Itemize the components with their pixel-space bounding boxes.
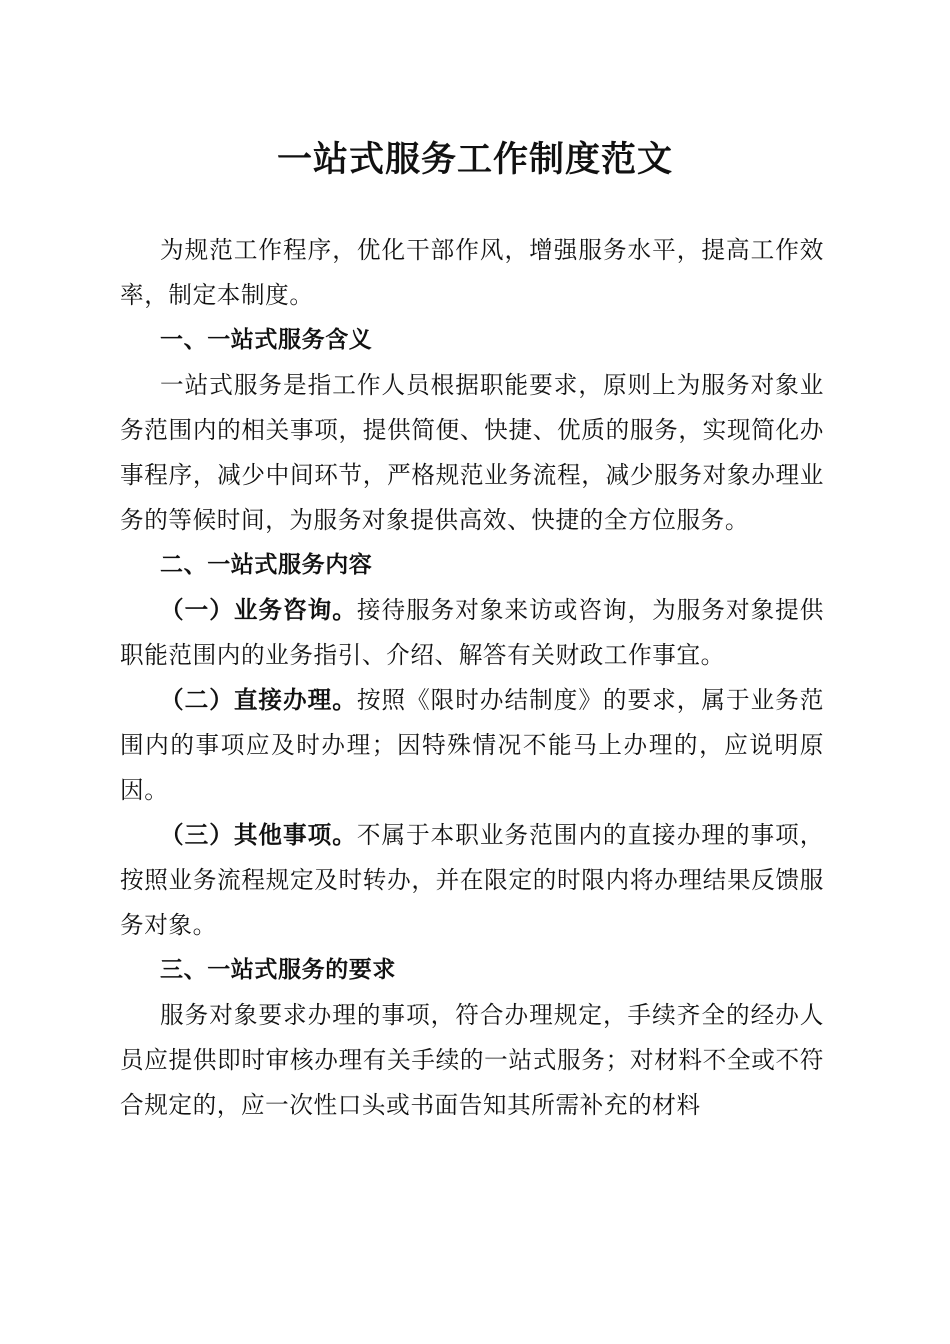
content-item-direct <box>120 678 824 813</box>
content-item-other <box>120 813 824 948</box>
content-item-other-title: （三）其他事项。 <box>160 821 357 849</box>
meaning-paragraph: 一站式服务是指工作人员根据职能要求，原则上为服务对象业务范围内的相关事项，提供简便、快捷、优质的服务，实现简化办事程序，减少中间环节，严格规范业务流程，减少服务对象办理业务的等候时间，为服务对象提供高效、快捷的全方位服务。 <box>120 371 824 534</box>
document-title: 一站式服务工作制度范文 <box>276 139 673 180</box>
section-heading-meaning: 一、一站式服务含义 <box>160 327 373 353</box>
content-item-consulting-title: （一）业务咨询。 <box>160 596 357 624</box>
document-body <box>120 228 824 1128</box>
content-item-consulting <box>120 588 824 678</box>
content-item-direct-text: 按照《限时办结制度》的要求，属于业务范围内的事项应及时办理；因特殊情况不能马上办理的，应说明原因。 <box>120 686 824 804</box>
section-heading-requirements: 三、一站式服务的要求 <box>160 957 396 983</box>
content-item-other-text: 不属于本职业务范围内的直接办理的事项，按照业务流程规定及时转办，并在限定的时限内将办理结果反馈服务对象。 <box>120 821 824 939</box>
content-item-direct-title: （二）直接办理。 <box>160 686 357 714</box>
requirements-paragraph: 服务对象要求办理的事项，符合办理规定，手续齐全的经办人员应提供即时审核办理有关手续的一站式服务；对材料不全或不符合规定的，应一次性口头或书面告知其所需补充的材料 <box>120 1001 824 1119</box>
intro-paragraph: 为规范工作程序，优化干部作风，增强服务水平，提高工作效率，制定本制度。 <box>120 236 824 309</box>
section-heading-content: 二、一站式服务内容 <box>160 552 373 578</box>
content-item-consulting-text: 接待服务对象来访或咨询，为服务对象提供职能范围内的业务指引、介绍、解答有关财政工作事宜。 <box>120 596 824 669</box>
